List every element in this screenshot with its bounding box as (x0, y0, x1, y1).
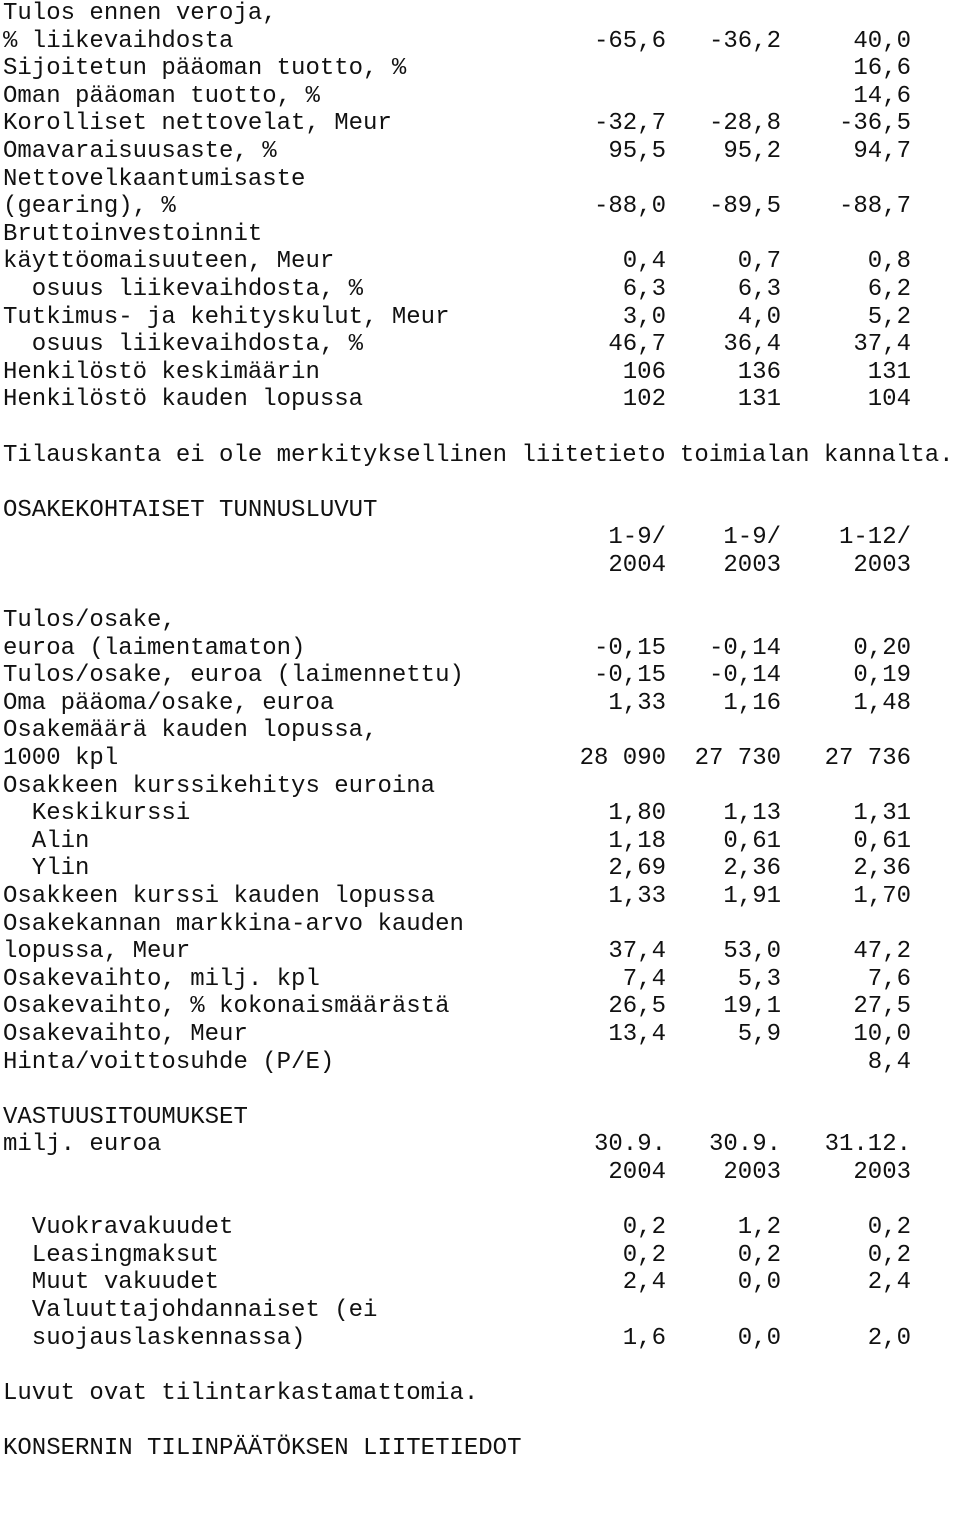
value-col3: 40,0 (853, 27, 911, 55)
spacer (3, 469, 953, 497)
column-header: 2003 (853, 1158, 911, 1186)
value-col1: 46,7 (608, 331, 666, 359)
value-col1: 106 (622, 358, 666, 386)
row-label: lopussa, Meur (3, 938, 191, 966)
value-col2: -28,8 (708, 110, 781, 138)
footer-heading-text: KONSERNIN TILINPÄÄTÖKSEN LIITETIEDOT (3, 1434, 522, 1462)
value-col2: 0,2 (737, 1241, 781, 1269)
value-col2: 27 730 (694, 745, 781, 773)
column-header: 31.12. (824, 1131, 911, 1159)
value-col3: 1,31 (853, 800, 911, 828)
table-row (3, 855, 953, 883)
value-col3: 94,7 (853, 137, 911, 165)
column-header: 2004 (608, 1158, 666, 1186)
row-label: 1000 kpl (3, 745, 119, 773)
value-col2: 1,2 (737, 1214, 781, 1242)
unit-label: milj. euroa (3, 1131, 162, 1159)
order-note (3, 442, 953, 470)
value-col3: 0,2 (867, 1214, 911, 1242)
row-label: Nettovelkaantumisaste (3, 165, 306, 193)
value-col2: 4,0 (737, 303, 781, 331)
table-row (3, 662, 953, 690)
value-col2: 5,9 (737, 1020, 781, 1048)
value-col2: 0,0 (737, 1324, 781, 1352)
table-row (3, 966, 953, 994)
value-col1: -88,0 (593, 193, 666, 221)
row-label: euroa (laimentamaton) (3, 634, 306, 662)
value-col1: 1,33 (608, 689, 666, 717)
value-col1: 37,4 (608, 938, 666, 966)
spacer (3, 1187, 953, 1215)
value-col3: 14,6 (853, 82, 911, 110)
value-col1: -0,15 (593, 634, 666, 662)
row-label: Oma pääoma/osake, euroa (3, 689, 335, 717)
row-label: Osakevaihto, milj. kpl (3, 965, 320, 993)
table-row (3, 745, 953, 773)
value-col1: 2,69 (608, 855, 666, 883)
column-header-row (3, 1159, 953, 1187)
table-row (3, 938, 953, 966)
value-col1: 6,3 (622, 275, 666, 303)
value-col1: 0,2 (622, 1214, 666, 1242)
column-header: 1-12/ (838, 524, 911, 552)
section-title: VASTUUSITOUMUKSET (3, 1103, 248, 1131)
value-col3: 131 (867, 358, 911, 386)
row-label: Keskikurssi (3, 800, 191, 828)
value-col3: 1,70 (853, 883, 911, 910)
row-label: Leasingmaksut (3, 1241, 220, 1269)
document-page (3, 0, 953, 1462)
table-row (3, 773, 953, 801)
value-col1: 1,18 (608, 827, 666, 855)
table-row (3, 83, 953, 111)
row-label: Tulos/osake, (3, 607, 176, 635)
column-header: 1-9/ (723, 524, 781, 552)
value-col2: 19,1 (723, 993, 781, 1021)
audit-note-text: Luvut ovat tilintarkastamattomia. (3, 1379, 479, 1407)
row-label: % liikevaihdosta (3, 27, 234, 55)
column-header-row (3, 1131, 953, 1159)
value-col2: 6,3 (737, 275, 781, 303)
table-row (3, 635, 953, 663)
share-section (3, 497, 953, 1076)
table-row (3, 359, 953, 387)
table-row (3, 138, 953, 166)
value-col2: 0,61 (723, 827, 781, 855)
row-label: (gearing), % (3, 193, 176, 221)
value-col1: 1,80 (608, 800, 666, 828)
value-col2: 136 (737, 358, 781, 386)
value-col3: 27,5 (853, 993, 911, 1021)
footer-heading (3, 1435, 953, 1463)
table-row (3, 690, 953, 718)
column-header: 2004 (608, 551, 666, 579)
value-col3: 37,4 (853, 331, 911, 359)
value-col1: 95,5 (608, 137, 666, 165)
value-col3: 2,0 (867, 1324, 911, 1352)
row-label: osuus liikevaihdosta, % (3, 331, 364, 359)
value-col1: 26,5 (608, 993, 666, 1021)
value-col2: 1,16 (723, 689, 781, 717)
table-row (3, 993, 953, 1021)
value-col2: 1,13 (723, 800, 781, 828)
value-col1: 13,4 (608, 1020, 666, 1048)
column-header-row (3, 524, 953, 552)
row-label: Vuokravakuudet (3, 1214, 234, 1242)
column-header: 30.9. (708, 1131, 781, 1159)
row-label: Tutkimus- ja kehityskulut, Meur (3, 303, 450, 331)
value-col3: 2,36 (853, 855, 911, 883)
row-label: Henkilöstö kauden lopussa (3, 386, 364, 414)
value-col3: 0,19 (853, 662, 911, 690)
table-row (3, 883, 953, 911)
row-label: Korolliset nettovelat, Meur (3, 110, 392, 138)
value-col2: -36,2 (708, 27, 781, 55)
value-col3: 0,61 (853, 827, 911, 855)
row-label: Muut vakuudet (3, 1269, 220, 1297)
column-header-row (3, 552, 953, 580)
value-col2: 53,0 (723, 938, 781, 966)
row-label: Tulos/osake, euroa (laimennettu) (3, 662, 464, 690)
value-col3: 104 (867, 386, 911, 414)
table-row (3, 911, 953, 939)
value-col1: 2,4 (622, 1269, 666, 1297)
column-header: 2003 (853, 551, 911, 579)
table-row (3, 1325, 953, 1353)
value-col3: 47,2 (853, 938, 911, 966)
spacer (3, 579, 953, 607)
value-col3: 8,4 (867, 1048, 911, 1076)
order-note-text: Tilauskanta ei ole merkityksellinen liitetieto toimialan kannalta. (3, 441, 954, 469)
value-col3: 16,6 (853, 55, 911, 83)
row-label: Sijoitetun pääoman tuotto, % (3, 55, 407, 83)
row-label: Oman pääoman tuotto, % (3, 82, 320, 110)
value-col1: -32,7 (593, 110, 666, 138)
table-row (3, 55, 953, 83)
spacer (3, 1352, 953, 1380)
row-label: Osakevaihto, Meur (3, 1020, 248, 1048)
table-row (3, 110, 953, 138)
spacer (3, 1407, 953, 1435)
row-label: Omavaraisuusaste, % (3, 137, 277, 165)
value-col3: 10,0 (853, 1020, 911, 1048)
value-col2: 131 (737, 386, 781, 414)
table-row (3, 193, 953, 221)
top-table (3, 0, 953, 414)
value-col2: 95,2 (723, 137, 781, 165)
table-row (3, 304, 953, 332)
row-label: Henkilöstö keskimäärin (3, 358, 320, 386)
value-col2: -89,5 (708, 193, 781, 221)
table-row (3, 1269, 953, 1297)
table-row (3, 607, 953, 635)
row-label: Tulos ennen veroja, (3, 0, 277, 27)
value-col2: -0,14 (708, 634, 781, 662)
row-label: Ylin (3, 855, 90, 883)
table-row (3, 1214, 953, 1242)
table-row (3, 248, 953, 276)
value-col2: 5,3 (737, 965, 781, 993)
row-label: Osakkeen kurssi kauden lopussa (3, 883, 436, 910)
value-col1: 7,4 (622, 965, 666, 993)
value-col2: 2,36 (723, 855, 781, 883)
row-label: Osakemäärä kauden lopussa, (3, 717, 378, 745)
row-label: Hinta/voittosuhde (P/E) (3, 1048, 335, 1076)
value-col3: -88,7 (838, 193, 911, 221)
table-row (3, 1297, 953, 1325)
value-col3: 27 736 (824, 745, 911, 773)
row-label: Osakevaihto, % kokonaismäärästä (3, 993, 450, 1021)
table-row (3, 221, 953, 249)
value-col2: 36,4 (723, 331, 781, 359)
value-col1: 1,33 (608, 883, 666, 910)
value-col1: 0,4 (622, 248, 666, 276)
column-header: 2003 (723, 1158, 781, 1186)
value-col3: 0,20 (853, 634, 911, 662)
row-label: Bruttoinvestoinnit (3, 220, 263, 248)
value-col2: 1,91 (723, 883, 781, 910)
value-col3: 6,2 (867, 275, 911, 303)
table-row (3, 276, 953, 304)
value-col1: -0,15 (593, 662, 666, 690)
spacer (3, 414, 953, 442)
table-row (3, 166, 953, 194)
commitments-section (3, 1104, 953, 1352)
table-row (3, 331, 953, 359)
value-col3: 5,2 (867, 303, 911, 331)
spacer (3, 1076, 953, 1104)
table-row (3, 828, 953, 856)
value-col3: -36,5 (838, 110, 911, 138)
column-header: 2003 (723, 551, 781, 579)
section-title-row (3, 1104, 953, 1132)
table-row (3, 28, 953, 56)
value-col3: 2,4 (867, 1269, 911, 1297)
value-col1: 28 090 (579, 745, 666, 773)
table-row (3, 1021, 953, 1049)
table-row (3, 1049, 953, 1077)
value-col3: 7,6 (867, 965, 911, 993)
section-title: OSAKEKOHTAISET TUNNUSLUVUT (3, 496, 378, 524)
row-label: käyttöomaisuuteen, Meur (3, 248, 335, 276)
row-label: Osakekannan markkina-arvo kauden (3, 910, 464, 938)
row-label: suojauslaskennassa) (3, 1324, 306, 1352)
column-header: 30.9. (593, 1131, 666, 1159)
audit-note (3, 1380, 953, 1408)
value-col1: 102 (622, 386, 666, 414)
value-col1: 0,2 (622, 1241, 666, 1269)
value-col2: -0,14 (708, 662, 781, 690)
value-col2: 0,0 (737, 1269, 781, 1297)
table-row (3, 0, 953, 28)
table-row (3, 717, 953, 745)
value-col3: 0,8 (867, 248, 911, 276)
value-col1: 1,6 (622, 1324, 666, 1352)
row-label: osuus liikevaihdosta, % (3, 275, 364, 303)
value-col3: 0,2 (867, 1241, 911, 1269)
value-col1: -65,6 (593, 27, 666, 55)
table-row (3, 800, 953, 828)
table-row (3, 386, 953, 414)
section-title-row (3, 497, 953, 525)
row-label: Osakkeen kurssikehitys euroina (3, 772, 436, 800)
row-label: Alin (3, 827, 90, 855)
value-col1: 3,0 (622, 303, 666, 331)
table-row (3, 1242, 953, 1270)
value-col3: 1,48 (853, 689, 911, 717)
value-col2: 0,7 (737, 248, 781, 276)
row-label: Valuuttajohdannaiset (ei (3, 1296, 378, 1324)
column-header: 1-9/ (608, 524, 666, 552)
